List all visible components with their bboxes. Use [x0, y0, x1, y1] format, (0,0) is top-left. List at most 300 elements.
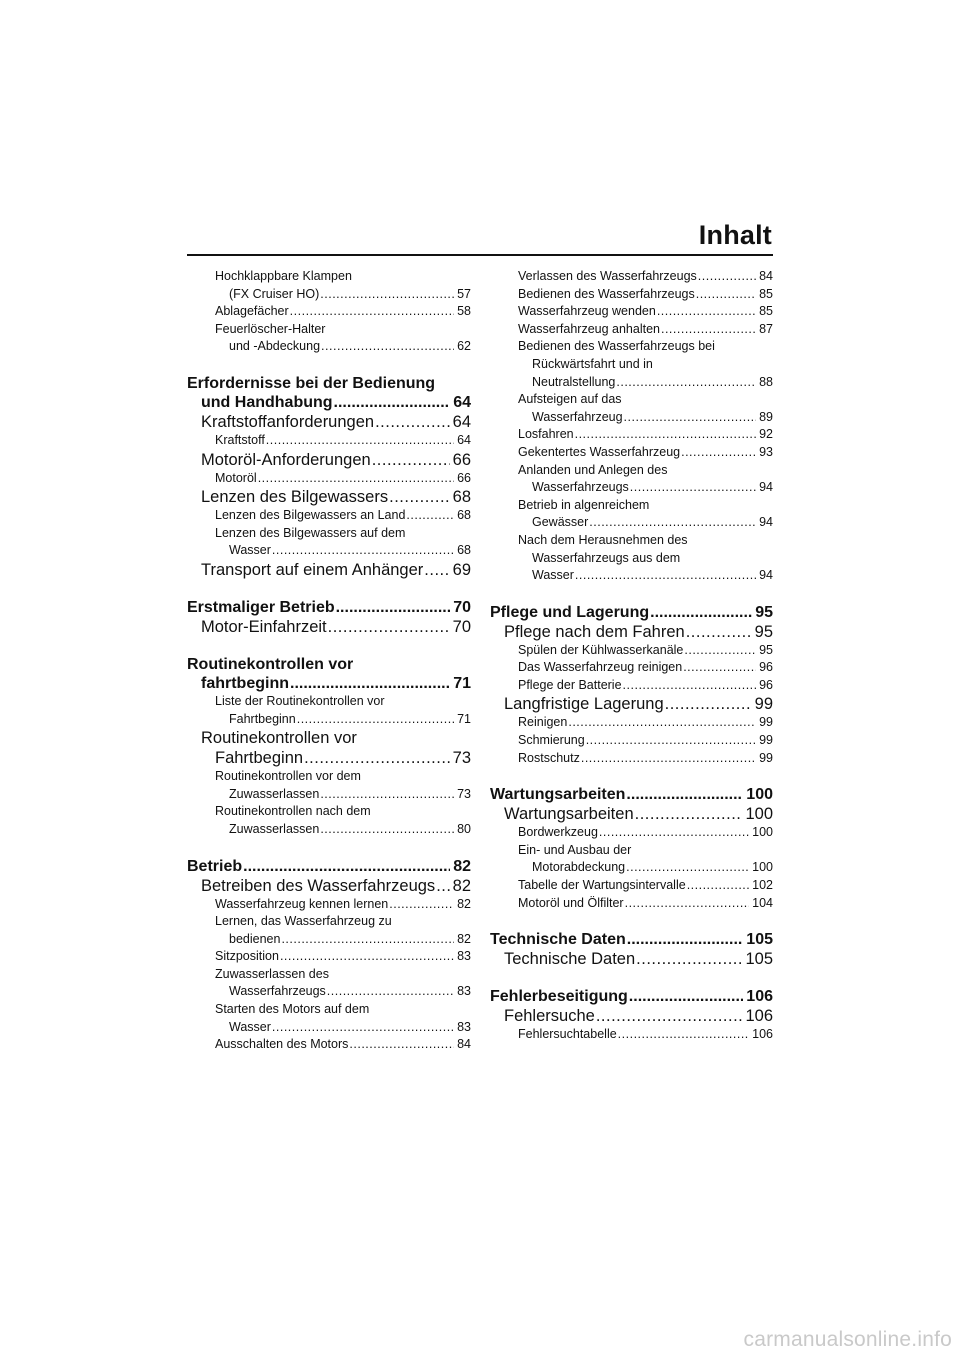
- toc-entry[interactable]: [490, 303, 773, 321]
- toc-entry-text: Anlanden und Anlegen des: [518, 462, 668, 477]
- toc-entry[interactable]: [490, 642, 773, 660]
- toc-entry-text: Betreiben des Wasserfahrzeugs: [201, 876, 436, 895]
- toc-entry-line: [490, 426, 773, 444]
- toc-entry-line: [490, 785, 773, 804]
- toc-entry-line: [490, 497, 773, 515]
- dot-leader: [349, 1036, 454, 1054]
- toc-entry-text: Kraftstoff: [215, 432, 265, 447]
- toc-entry-text: Wasserfahrzeugs: [532, 480, 629, 495]
- dot-leader: [568, 714, 756, 732]
- toc-entry[interactable]: [490, 391, 773, 426]
- dot-leader: [661, 321, 756, 339]
- toc-entry-line: [187, 470, 471, 488]
- toc-entry[interactable]: [187, 876, 471, 896]
- dot-leader: [683, 659, 756, 677]
- toc-entry-text: Motorabdeckung: [532, 860, 626, 875]
- dot-leader: [334, 393, 451, 412]
- toc-entry[interactable]: [490, 842, 773, 877]
- toc-entry[interactable]: [187, 948, 471, 966]
- toc-entry-text: Schmierung: [518, 733, 585, 748]
- toc-entry-text: Bedienen des Wasserfahrzeugs: [518, 286, 695, 301]
- toc-entry-text: Erfordernisse bei der Bedienung: [187, 374, 436, 392]
- toc-page-number: 105: [746, 931, 773, 949]
- dot-leader: [618, 1026, 749, 1044]
- toc-entry[interactable]: [187, 412, 471, 432]
- toc-entry-line: [490, 732, 773, 750]
- toc-page-number: 82: [453, 857, 471, 875]
- toc-entry[interactable]: [490, 895, 773, 913]
- toc-entry-line: [187, 412, 471, 432]
- toc-entry-text: Zuwasserlassen: [229, 821, 320, 836]
- toc-entry-text: Betrieb: [187, 857, 243, 875]
- toc-page-number: 66: [457, 470, 471, 485]
- toc-entry-text: Das Wasserfahrzeug reinigen: [518, 660, 683, 675]
- toc-entry-line: [187, 598, 471, 617]
- toc-entry-text: Verlassen des Wasserfahrzeugs: [518, 269, 697, 283]
- toc-entry[interactable]: [187, 560, 471, 580]
- toc-page-number: 58: [457, 304, 471, 319]
- toc-entry[interactable]: [490, 268, 773, 286]
- toc-entry-text: Kraftstoffanforderungen: [201, 412, 375, 431]
- dot-leader: [321, 338, 454, 356]
- toc-page-number: 94: [759, 568, 773, 583]
- toc-entry-text: Fahrtbeginn: [229, 711, 296, 726]
- section-gap: [490, 585, 773, 603]
- toc-entry-text: Ein- und Ausbau der: [518, 842, 632, 857]
- toc-entry-line: [490, 479, 773, 497]
- toc-page-number: 104: [752, 895, 773, 910]
- toc-entry-text: Routinekontrollen vor dem: [215, 769, 361, 784]
- toc-entry-line: [490, 286, 773, 304]
- toc-page-number: 99: [759, 750, 773, 765]
- toc-entry[interactable]: [187, 913, 471, 948]
- toc-entry[interactable]: [490, 338, 773, 391]
- toc-entry[interactable]: [490, 1026, 773, 1044]
- page-title: Inhalt: [698, 220, 772, 250]
- toc-entry-text: Wartungsarbeiten: [490, 786, 626, 804]
- toc-entry-line: [187, 542, 471, 560]
- dot-leader: [599, 824, 749, 842]
- toc-entry-text: Bordwerkzeug: [518, 825, 598, 840]
- toc-entry-line: [187, 432, 471, 450]
- toc-entry-line: [490, 694, 773, 714]
- toc-entry-text: Pflege und Lagerung: [490, 603, 650, 621]
- toc-entry-line: [187, 857, 471, 876]
- toc-entry-line: [490, 462, 773, 480]
- toc-entry-text: Routinekontrollen nach dem: [215, 804, 371, 819]
- toc-entry[interactable]: [187, 450, 471, 470]
- toc-entry-line: [187, 487, 471, 507]
- toc-entry-text: Wasser: [532, 568, 574, 583]
- toc-entry[interactable]: [187, 525, 471, 560]
- toc-entry-line: [187, 748, 471, 768]
- toc-page-number: 106: [746, 988, 773, 1006]
- toc-page-number: 68: [457, 543, 471, 558]
- section-gap: [490, 767, 773, 785]
- dot-leader: [272, 1019, 454, 1037]
- toc-entry-line: [187, 617, 471, 637]
- toc-entry[interactable]: [490, 714, 773, 732]
- toc-entry-text: Fehlersuche: [504, 1007, 595, 1026]
- dot-leader: [375, 412, 450, 432]
- dot-leader: [657, 303, 756, 321]
- toc-entry[interactable]: [490, 603, 773, 622]
- toc-entry-text: Lenzen des Bilgewassers: [201, 488, 389, 507]
- toc-entry-line: [490, 859, 773, 877]
- dot-leader: [328, 617, 450, 637]
- toc-page-number: 89: [759, 409, 773, 424]
- toc-entry[interactable]: [187, 966, 471, 1001]
- toc-entry-line: [490, 659, 773, 677]
- toc-entry-text: Technische Daten: [490, 931, 626, 949]
- toc-page-number: 83: [457, 949, 471, 964]
- toc-page-number: 83: [457, 1019, 471, 1034]
- toc-entry-line: [187, 876, 471, 896]
- toc-entry[interactable]: [490, 732, 773, 750]
- toc-entry-text: Liste der Routinekontrollen vor: [215, 693, 385, 708]
- toc-entry-line: [187, 374, 471, 393]
- toc-page-number: 99: [754, 695, 773, 714]
- toc-entry[interactable]: [187, 768, 471, 803]
- toc-entry[interactable]: [187, 321, 471, 356]
- dot-leader: [389, 896, 454, 914]
- toc-entry-text: Losfahren: [518, 427, 574, 442]
- toc-entry[interactable]: [490, 785, 773, 804]
- toc-entry-line: [490, 824, 773, 842]
- toc-entry-line: [187, 983, 471, 1001]
- dot-leader: [320, 821, 454, 839]
- toc-entry-line: [187, 913, 471, 931]
- toc-entry-text: Tabelle der Wartungsintervalle: [518, 878, 686, 893]
- toc-entry-text: Aufsteigen auf das: [518, 392, 622, 407]
- toc-page-number: 73: [452, 749, 471, 768]
- toc-page-number: 99: [759, 715, 773, 730]
- toc-entry-line: [490, 567, 773, 585]
- toc-entry-text: Wasserfahrzeug anhalten: [518, 321, 660, 336]
- dot-leader: [629, 987, 744, 1006]
- toc-page-number: 99: [759, 733, 773, 748]
- title-rule: [187, 254, 773, 256]
- dot-leader: [686, 622, 752, 642]
- toc-entry[interactable]: [187, 803, 471, 838]
- dot-leader: [625, 895, 750, 913]
- toc-entry-line: [490, 750, 773, 768]
- toc-entry-text: und -Abdeckung: [229, 339, 321, 354]
- toc-entry[interactable]: [490, 930, 773, 949]
- dot-leader: [681, 444, 756, 462]
- toc-page-number: 100: [752, 825, 773, 840]
- toc-entry-text: Wasser: [229, 543, 271, 558]
- dot-leader: [586, 732, 756, 750]
- toc-entry-text: Feuerlöscher-Halter: [215, 321, 326, 336]
- section-gap: [187, 637, 471, 655]
- toc-entry-line: [187, 786, 471, 804]
- toc-entry-line: [187, 655, 471, 674]
- dot-leader: [327, 983, 454, 1001]
- toc-entry-text: Wasserfahrzeug wenden: [518, 304, 656, 319]
- toc-entry-line: [187, 674, 471, 693]
- toc-entry[interactable]: [187, 268, 471, 303]
- toc-page-number: 106: [752, 1027, 773, 1042]
- toc-page-number: 70: [453, 598, 471, 616]
- toc-entry-line: [490, 842, 773, 860]
- dot-leader: [616, 374, 756, 392]
- toc-entry[interactable]: [490, 804, 773, 824]
- toc-entry[interactable]: [490, 750, 773, 768]
- toc-page-number: 62: [457, 339, 471, 354]
- toc-entry-text: Lenzen des Bilgewassers auf dem: [215, 525, 406, 540]
- toc-entry[interactable]: [187, 693, 471, 728]
- toc-page-number: 102: [752, 878, 773, 893]
- toc-entry-text: Betrieb in algenreichem: [518, 497, 650, 512]
- dot-leader: [281, 931, 454, 949]
- dot-leader: [623, 677, 757, 695]
- toc-entry[interactable]: [187, 1036, 471, 1054]
- toc-entry-text: Transport auf einem Anhänger: [201, 560, 424, 579]
- toc-entry-line: [187, 393, 471, 412]
- dot-leader: [389, 487, 450, 507]
- toc-entry-line: [490, 930, 773, 949]
- toc-entry-text: Technische Daten: [504, 950, 636, 969]
- dot-leader: [320, 286, 454, 304]
- dot-leader: [243, 857, 450, 876]
- dot-leader: [626, 785, 743, 804]
- toc-entry[interactable]: [490, 444, 773, 462]
- toc-entry-line: [187, 896, 471, 914]
- toc-entry-line: [490, 714, 773, 732]
- toc-page-number: 83: [457, 984, 471, 999]
- toc-entry-line: [187, 1001, 471, 1019]
- toc-page-number: 96: [759, 677, 773, 692]
- toc-entry-line: [490, 268, 773, 286]
- toc-entry-line: [490, 374, 773, 392]
- toc-entry-text: Bedienen des Wasserfahrzeugs bei: [518, 339, 715, 354]
- toc-entry[interactable]: [187, 487, 471, 507]
- toc-entry-line: [187, 525, 471, 543]
- dot-leader: [696, 286, 756, 304]
- dot-leader: [304, 748, 450, 768]
- toc-entry-line: [490, 338, 773, 356]
- toc-entry-text: Langfristige Lagerung: [504, 695, 664, 714]
- toc-entry[interactable]: [490, 659, 773, 677]
- toc-entry-line: [187, 966, 471, 984]
- dot-leader: [290, 674, 450, 693]
- toc-entry-text: Routinekontrollen vor: [201, 729, 357, 748]
- toc-entry-text: Nach dem Herausnehmen des: [518, 532, 688, 547]
- dot-leader: [372, 450, 450, 470]
- toc-entry-line: [187, 321, 471, 339]
- toc-entry-text: Wasserfahrzeug kennen lernen: [215, 896, 389, 911]
- toc-entry[interactable]: [187, 728, 471, 768]
- toc-page-number: 85: [759, 304, 773, 319]
- toc-page-number: 68: [452, 488, 471, 507]
- toc-page-number: 95: [759, 642, 773, 657]
- toc-entry-line: [187, 450, 471, 470]
- toc-entry[interactable]: [490, 622, 773, 642]
- dot-leader: [290, 303, 454, 321]
- toc-entry-line: [187, 931, 471, 949]
- toc-entry[interactable]: [490, 426, 773, 444]
- toc-page-number: 84: [457, 1037, 471, 1052]
- toc-entry-line: [490, 642, 773, 660]
- toc-page-number: 84: [759, 269, 773, 283]
- toc-entry-text: Motoröl: [215, 470, 257, 485]
- toc-page-number: 64: [457, 432, 471, 447]
- toc-page-number: 95: [754, 622, 773, 641]
- dot-leader: [258, 470, 454, 488]
- toc-entry-line: [490, 550, 773, 568]
- watermark: carmanualsonline.info: [743, 1328, 952, 1351]
- toc-entry-line: [490, 949, 773, 969]
- toc-entry-text: und Handhabung: [201, 393, 333, 411]
- toc-entry-line: [187, 1019, 471, 1037]
- section-gap: [490, 912, 773, 930]
- toc-entry-line: [490, 444, 773, 462]
- toc-page-number: 85: [759, 286, 773, 301]
- toc-entry-text: Zuwasserlassen des: [215, 966, 329, 981]
- toc-column-left: [187, 268, 471, 1054]
- toc-entry-line: [490, 677, 773, 695]
- toc-page-number: 96: [759, 660, 773, 675]
- toc-entry-text: Wasserfahrzeugs aus dem: [532, 550, 681, 565]
- toc-entry-line: [490, 356, 773, 374]
- toc-entry-text: Gewässer: [532, 515, 589, 530]
- dot-leader: [626, 859, 749, 877]
- toc-entry[interactable]: [490, 694, 773, 714]
- toc-entry-text: Routinekontrollen vor: [187, 655, 354, 673]
- toc-entry-text: Lernen, das Wasserfahrzeug zu: [215, 914, 392, 929]
- toc-entry[interactable]: [187, 617, 471, 637]
- dot-leader: [581, 750, 756, 768]
- toc-page-number: 100: [746, 786, 773, 804]
- toc-entry-text: Gekentertes Wasserfahrzeug: [518, 444, 681, 459]
- toc-column-right: [490, 268, 773, 1044]
- dot-leader: [266, 432, 454, 450]
- dot-leader: [684, 642, 756, 660]
- toc-page-number: 94: [759, 515, 773, 530]
- toc-entry[interactable]: [490, 877, 773, 895]
- toc-entry[interactable]: [490, 987, 773, 1006]
- toc-entry-text: Reinigen: [518, 715, 568, 730]
- toc-entry[interactable]: [490, 286, 773, 304]
- toc-entry-line: [187, 728, 471, 748]
- dot-leader: [624, 409, 757, 427]
- toc-entry-text: Wasserfahrzeug: [532, 409, 623, 424]
- toc-entry-text: Spülen der Kühlwasserkanäle: [518, 642, 684, 657]
- toc-entry[interactable]: [187, 432, 471, 450]
- dot-leader: [272, 542, 454, 560]
- toc-entry[interactable]: [187, 1001, 471, 1036]
- toc-entry-line: [490, 1026, 773, 1044]
- toc-entry-line: [187, 560, 471, 580]
- toc-page-number: 80: [457, 821, 471, 836]
- toc-entry-text: Motor-Einfahrzeit: [201, 617, 327, 636]
- dot-leader: [336, 598, 451, 617]
- toc-entry-line: [490, 895, 773, 913]
- toc-page-number: 70: [452, 617, 471, 636]
- toc-entry[interactable]: [490, 321, 773, 339]
- toc-entry-line: [490, 987, 773, 1006]
- toc-entry[interactable]: [490, 497, 773, 532]
- toc-page-number: 92: [759, 427, 773, 442]
- toc-entry-line: [490, 603, 773, 622]
- toc-page-number: 64: [452, 412, 471, 431]
- toc-entry-text: Hochklappbare Klampen: [215, 269, 352, 283]
- dot-leader: [627, 930, 744, 949]
- section-gap: [187, 356, 471, 374]
- toc-page-number: 82: [452, 876, 471, 895]
- toc-entry[interactable]: [187, 374, 471, 412]
- toc-entry-line: [187, 303, 471, 321]
- toc-page-number: 71: [457, 711, 471, 726]
- toc-entry-line: [187, 948, 471, 966]
- toc-entry-text: Fehlersuchtabelle: [518, 1027, 617, 1042]
- toc-entry[interactable]: [187, 655, 471, 693]
- dot-leader: [280, 948, 454, 966]
- toc-entry[interactable]: [187, 470, 471, 488]
- toc-entry-text: Fehlerbeseitigung: [490, 988, 628, 1006]
- toc-page-number: 100: [745, 805, 773, 824]
- toc-page-number: 106: [745, 1007, 773, 1026]
- toc-page-number: 82: [457, 931, 471, 946]
- toc-entry[interactable]: [490, 677, 773, 695]
- section-gap: [490, 969, 773, 987]
- toc-entry-line: [187, 286, 471, 304]
- toc-entry[interactable]: [490, 824, 773, 842]
- toc-entry-line: [490, 532, 773, 550]
- toc-entry-text: Zuwasserlassen: [229, 786, 320, 801]
- dot-leader: [636, 949, 742, 969]
- toc-entry-text: Neutralstellung: [532, 374, 616, 389]
- toc-entry-line: [187, 338, 471, 356]
- dot-leader: [575, 426, 756, 444]
- toc-entry-text: Rostschutz: [518, 750, 580, 765]
- dot-leader: [665, 694, 752, 714]
- dot-leader: [635, 804, 743, 824]
- toc-entry[interactable]: [187, 507, 471, 525]
- toc-entry[interactable]: [490, 532, 773, 585]
- toc-entry-text: bedienen: [229, 931, 281, 946]
- toc-page-number: 57: [457, 286, 471, 301]
- toc-page-number: 87: [759, 321, 773, 336]
- toc-entry-text: Fahrtbeginn: [215, 749, 304, 768]
- toc-entry[interactable]: [490, 1006, 773, 1026]
- toc-entry[interactable]: [490, 462, 773, 497]
- toc-entry-line: [187, 821, 471, 839]
- toc-page-number: 95: [755, 603, 773, 621]
- toc-entry-line: [187, 1036, 471, 1054]
- toc-entry[interactable]: [187, 598, 471, 617]
- toc-page-number: 69: [452, 560, 471, 579]
- toc-entry[interactable]: [187, 896, 471, 914]
- toc-entry-text: Erstmaliger Betrieb: [187, 598, 335, 616]
- toc-entry-line: [490, 804, 773, 824]
- toc-entry-text: Motoröl-Anforderungen: [201, 450, 371, 469]
- toc-page-number: 94: [759, 480, 773, 495]
- toc-entry[interactable]: [490, 949, 773, 969]
- toc-entry[interactable]: [187, 303, 471, 321]
- toc-entry-line: [490, 409, 773, 427]
- toc-entry-text: fahrtbeginn: [201, 674, 289, 692]
- toc-page-number: 66: [452, 450, 471, 469]
- toc-page-number: 100: [752, 860, 773, 875]
- toc-entry-text: (FX Cruiser HO): [229, 286, 320, 301]
- dot-leader: [320, 786, 454, 804]
- toc-entry-text: Pflege nach dem Fahren: [504, 622, 685, 641]
- toc-entry-text: Wasserfahrzeugs: [229, 984, 326, 999]
- toc-entry-line: [490, 1006, 773, 1026]
- toc-entry[interactable]: [187, 857, 471, 876]
